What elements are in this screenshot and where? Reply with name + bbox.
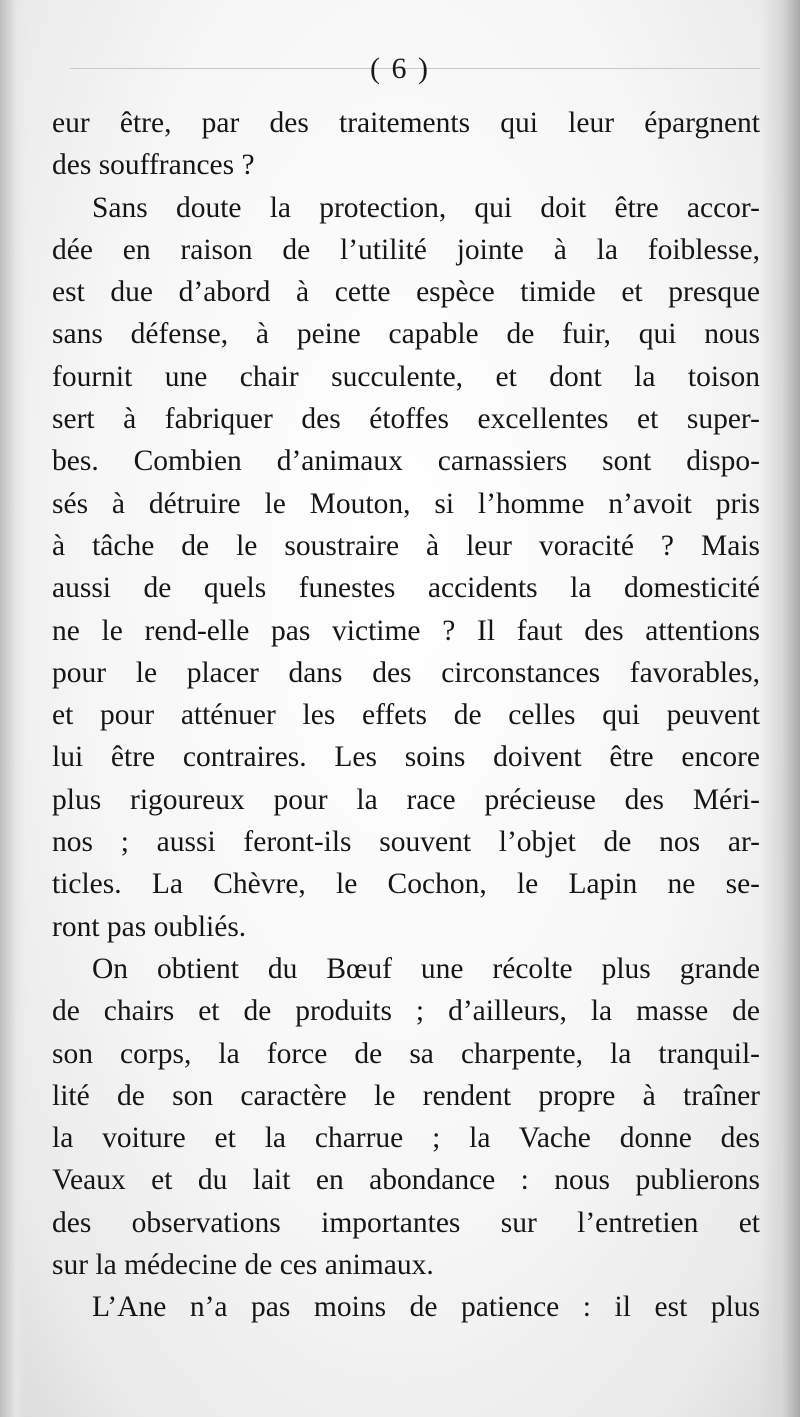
- text-line: plus rigoureux pour la race précieuse des Méri-: [52, 783, 760, 816]
- text-line: sés à détruire le Mouton, si l’homme n’avoit pris: [52, 487, 760, 520]
- text-line: On obtient du Bœuf une récolte plus grande: [92, 952, 760, 985]
- text-line: bes. Combien d’animaux carnassiers sont dispo-: [52, 445, 760, 478]
- text-line: ticles. La Chèvre, le Cochon, le Lapin ne se-: [52, 868, 760, 901]
- text-line: L’Ane n’a pas moins de patience : il est plus: [92, 1291, 760, 1324]
- text-line: lité de son caractère le rendent propre à traîner: [52, 1079, 760, 1112]
- text-line: des souffrances ?: [52, 149, 255, 182]
- text-line: est due d’abord à cette espèce timide et presque: [52, 276, 760, 309]
- text-line: dée en raison de l’utilité jointe à la foiblesse,: [52, 233, 760, 266]
- text-line: ront pas oubliés.: [52, 910, 247, 943]
- text-line: eur être, par des traitements qui leur épargnent: [52, 107, 760, 139]
- text-line: la voiture et la charrue ; la Vache donne des: [52, 1122, 760, 1155]
- text-line: fournit une chair succulente, et dont la toison: [52, 360, 760, 393]
- text-line: son corps, la force de sa charpente, la tranquil-: [52, 1037, 760, 1070]
- page-right-edge-shadow: [760, 0, 800, 1417]
- text-line: ne le rend-elle pas victime ? Il faut des attentions: [52, 614, 760, 647]
- text-line: pour le placer dans des circonstances favorables,: [52, 656, 760, 689]
- text-line: nos ; aussi feront-ils souvent l’objet de nos ar-: [52, 826, 760, 859]
- text-line: à tâche de le soustraire à leur voracité ? Mais: [52, 529, 760, 562]
- text-line: sur la médecine de ces animaux.: [52, 1249, 434, 1282]
- text-line: Veaux et du lait en abondance : nous publierons: [52, 1164, 760, 1197]
- text-line: sert à fabriquer des étoffes excellentes et super-: [52, 403, 760, 436]
- page-number: ( 6 ): [370, 52, 430, 85]
- text-line: et pour atténuer les effets de celles qui peuvent: [52, 699, 760, 732]
- text-line: de chairs et de produits ; d’ailleurs, la masse de: [52, 995, 760, 1028]
- text-line: sans défense, à peine capable de fuir, qui nous: [52, 318, 760, 351]
- text-line: aussi de quels funestes accidents la domesticité: [52, 572, 760, 605]
- text-line: lui être contraires. Les soins doivent être encore: [52, 741, 760, 774]
- text-line: des observations importantes sur l’entretien et: [52, 1206, 760, 1239]
- page-left-edge-shadow: [0, 0, 26, 1417]
- body-text: [52, 102, 760, 1329]
- text-line: Sans doute la protection, qui doit être accor-: [92, 191, 760, 224]
